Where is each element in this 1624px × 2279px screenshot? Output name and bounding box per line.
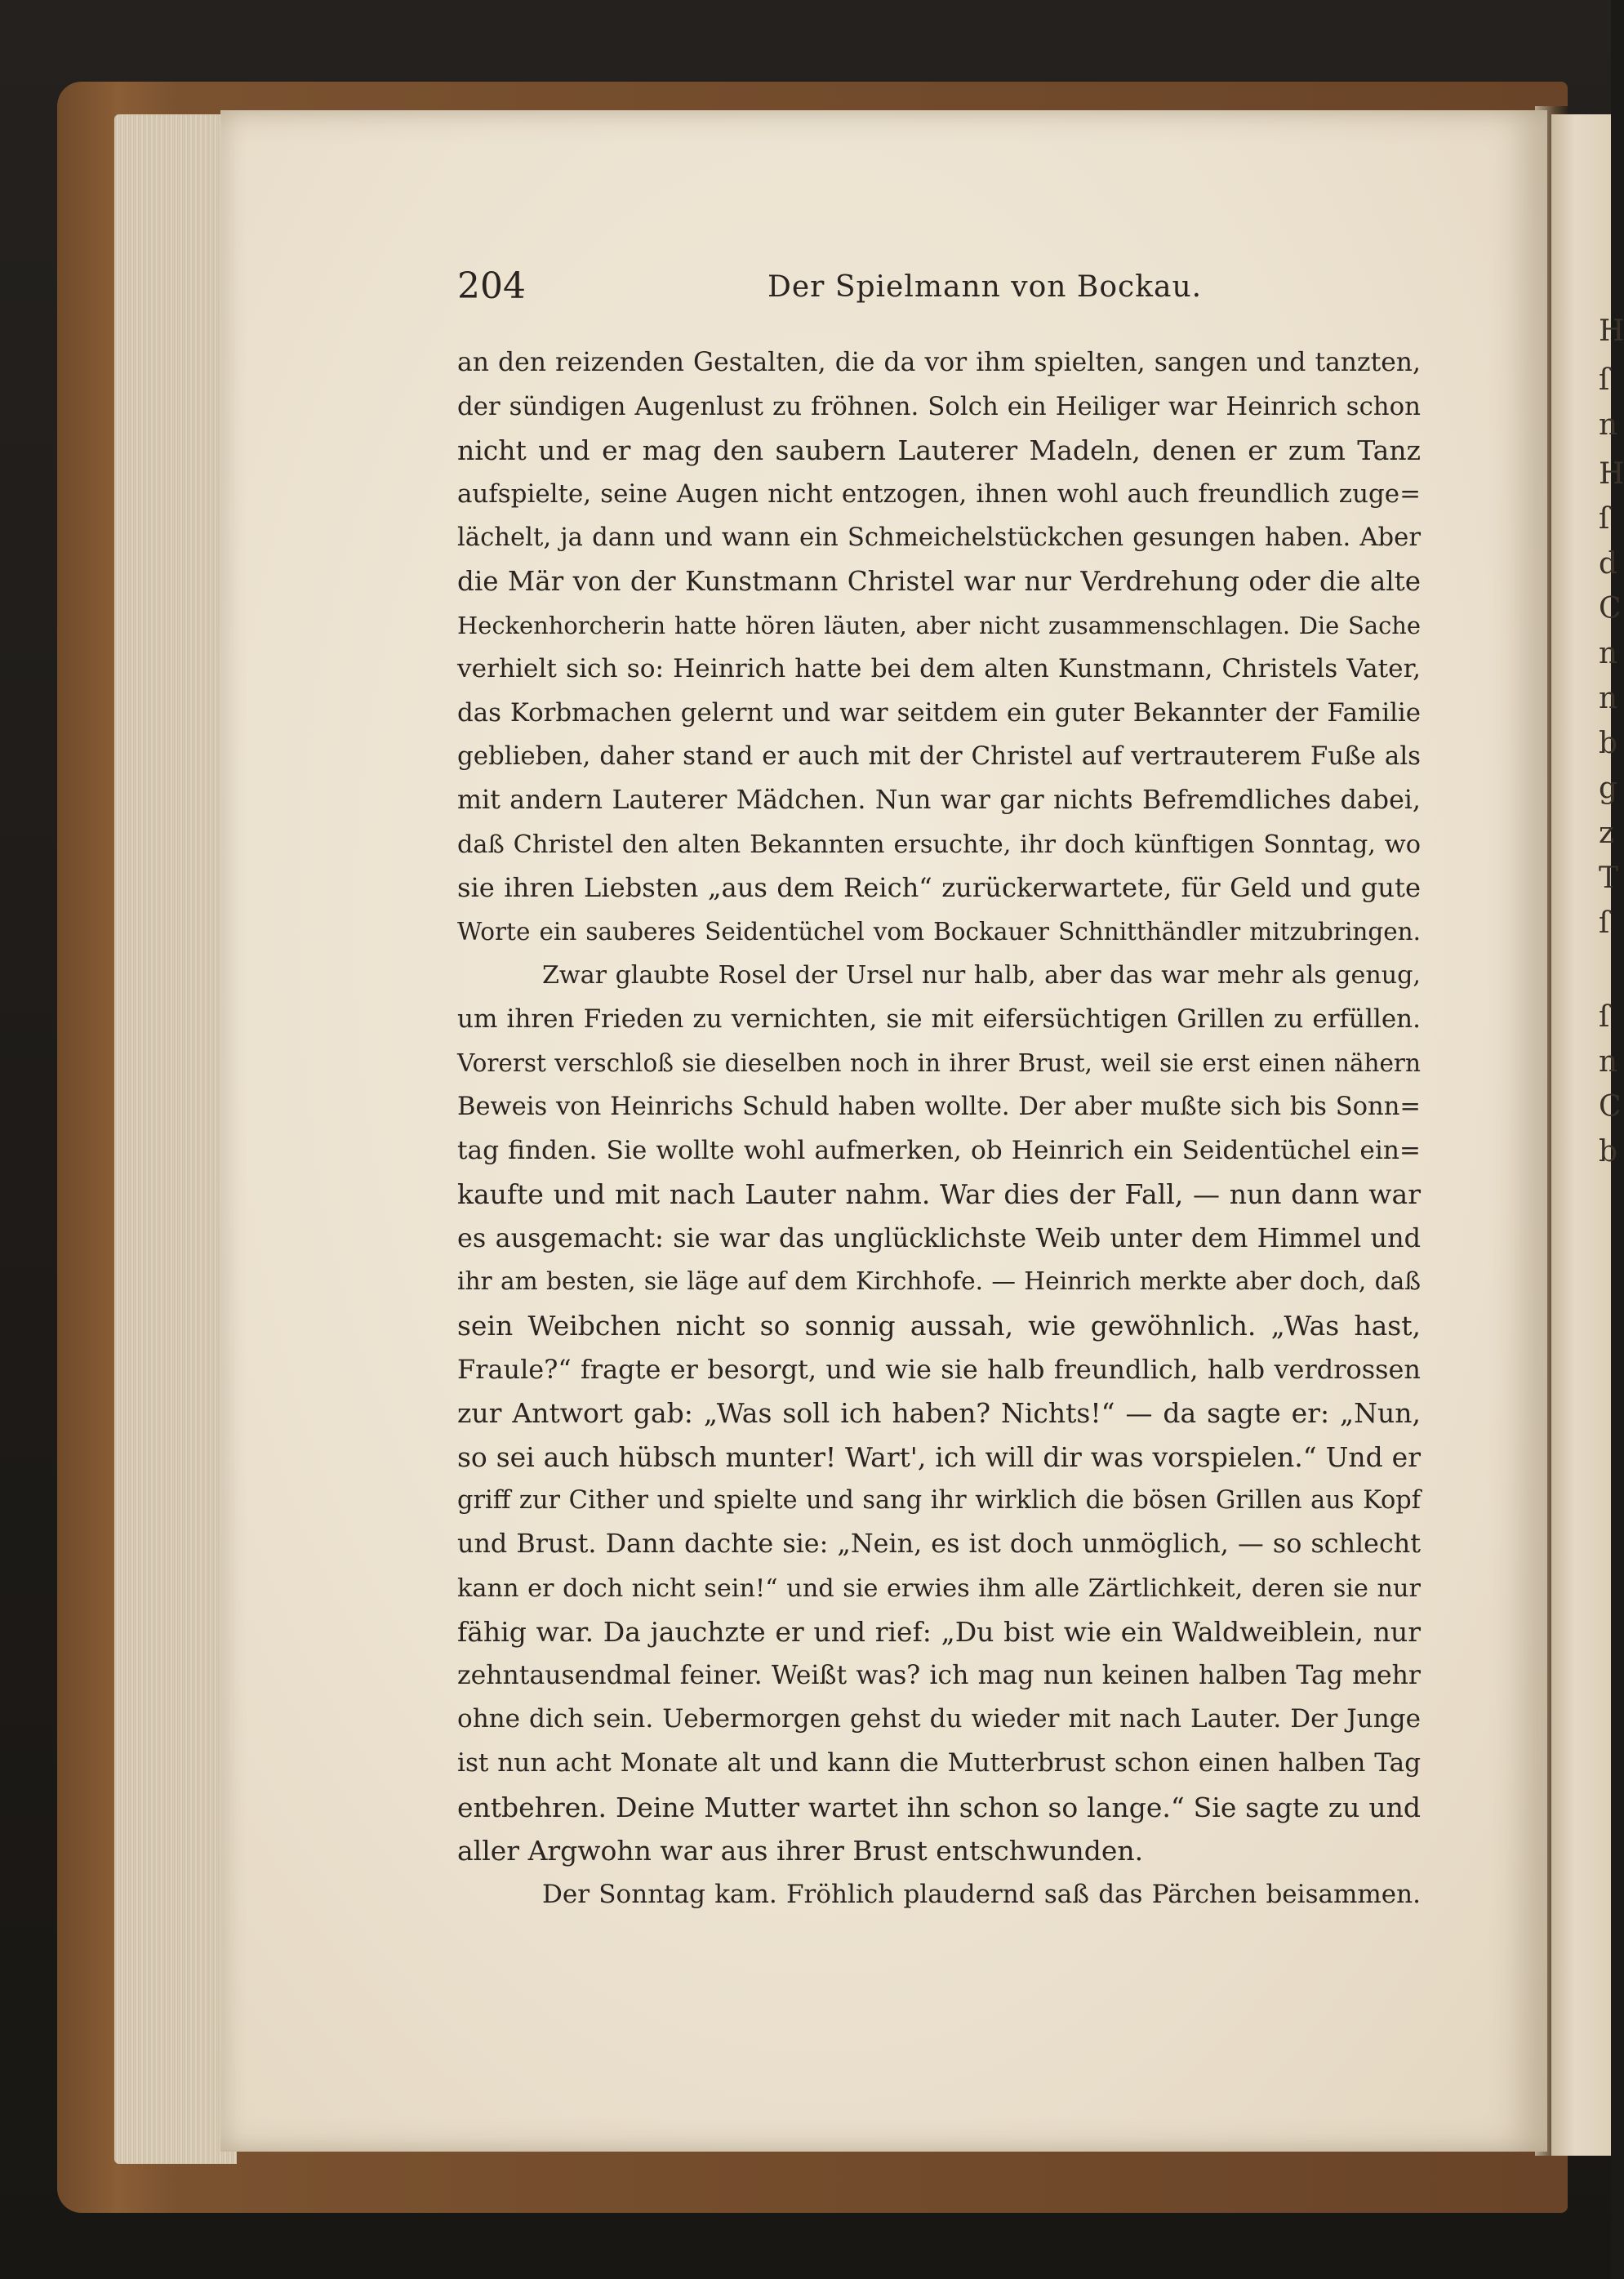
text-line: Worte ein sauberes Seidentüchel vom Bockauer Schnitthändler mitzubringen. xyxy=(457,917,1421,946)
text-line: Vorerst verschloß sie dieselben noch in ihrer Brust, weil sie erst einen nähern xyxy=(457,1048,1421,1077)
facing-page-glyph: C xyxy=(1599,592,1622,625)
facing-page-glyph: H xyxy=(1599,457,1624,491)
facing-page-glyph: b xyxy=(1599,1135,1618,1168)
text-line: und Brust. Dann dachte sie: „Nein, es ist doch unmöglich, — so schlecht xyxy=(457,1529,1421,1560)
facing-page-glyph: T xyxy=(1599,861,1619,895)
facing-page-glyph: ſ xyxy=(1599,502,1610,536)
text-line: Beweis von Heinrichs Schuld haben wollte. Der aber mußte sich bis Sonn= xyxy=(457,1093,1421,1122)
text-line: entbehren. Deine Mutter wartet ihn schon so lange.“ Sie sagte zu und xyxy=(457,1791,1421,1823)
text-line: um ihren Frieden zu vernichten, sie mit eifersüchtigen Grillen zu erfüllen. xyxy=(457,1004,1421,1034)
text-line: an den reizenden Gestalten, die da vor ihm spielten, sangen und tanzten, xyxy=(457,348,1421,377)
text-line: Heckenhorcherin hatte hören läuten, aber nicht zusammenschlagen. Die Sache xyxy=(457,611,1421,639)
page-header xyxy=(457,265,1470,314)
text-line: verhielt sich so: Heinrich hatte bei dem alten Kunstmann, Christels Vater, xyxy=(457,654,1421,684)
facing-page-glyph: n xyxy=(1599,637,1618,670)
text-line: Fraule?“ fragte er besorgt, und wie sie halb freundlich, halb verdrossen xyxy=(457,1353,1421,1385)
text-line: zehntausendmal feiner. Weißt was? ich mag nun keinen halben Tag mehr xyxy=(457,1660,1421,1690)
text-line: daß Christel den alten Bekannten ersuchte, ihr doch künftigen Sonntag, wo xyxy=(457,830,1421,859)
text-line: aufspielte, seine Augen nicht entzogen, ihnen wohl auch freundlich zuge= xyxy=(457,479,1421,509)
text-line: das Korbmachen gelernt und war seitdem ein guter Bekannter der Familie xyxy=(457,697,1421,728)
text-line: griff zur Cither und spielte und sang ihr wirklich die bösen Grillen aus Kopf xyxy=(457,1486,1421,1516)
facing-page-glyph: n xyxy=(1599,1045,1618,1079)
text-line: ist nun acht Monate alt und kann die Mutterbrust schon einen halben Tag xyxy=(457,1748,1421,1778)
text-line: die Mär von der Kunstmann Christel war nur Verdrehung oder die alte xyxy=(457,565,1421,597)
text-line: ohne dich sein. Uebermorgen gehst du wieder mit nach Lauter. Der Junge xyxy=(457,1704,1421,1734)
facing-page-glyph: d xyxy=(1599,547,1618,581)
facing-page-glyph: g xyxy=(1599,772,1618,805)
facing-page-glyph: z xyxy=(1599,817,1614,850)
body-text xyxy=(457,341,1421,1916)
facing-page-glyph: ſ xyxy=(1599,1000,1610,1034)
text-line: Der Sonntag kam. Fröhlich plaudernd saß das Pärchen beisammen. xyxy=(542,1879,1421,1909)
text-line: der sündigen Augenlust zu fröhnen. Solch ein Heiliger war Heinrich schon xyxy=(457,391,1421,421)
facing-page-glyph: b xyxy=(1599,727,1618,760)
facing-page xyxy=(1551,114,1624,2156)
facing-page-glyph: n xyxy=(1599,682,1618,715)
facing-page-glyph: C xyxy=(1599,1090,1622,1124)
text-line: sie ihren Liebsten „aus dem Reich“ zurückerwartete, für Geld und gute xyxy=(457,872,1421,904)
text-line: nicht und er mag den saubern Lauterer Madeln, denen er zum Tanz xyxy=(457,434,1421,467)
text-line: so sei auch hübsch munter! Wart', ich will dir was vorspielen.“ Und er xyxy=(457,1440,1421,1473)
text-line: aller Argwohn war aus ihrer Brust entschwunden. xyxy=(457,1835,1144,1867)
text-line: kann er doch nicht sein!“ und sie erwies ihm alle Zärtlichkeit, deren sie nur xyxy=(457,1573,1421,1603)
text-line: mit andern Lauterer Mädchen. Nun war gar nichts Befremdliches dabei, xyxy=(457,785,1421,815)
text-line: Zwar glaubte Rosel der Ursel nur halb, aber das war mehr als genug, xyxy=(542,961,1421,990)
facing-page-glyph: H xyxy=(1599,314,1624,348)
facing-page-glyph: ſ xyxy=(1599,363,1610,397)
text-line: zur Antwort gab: „Was soll ich haben? Nichts!“ — da sagte er: „Nun, xyxy=(457,1397,1421,1430)
text-line: fähig war. Da jauchzte er und rief: „Du bist wie ein Waldweiblein, nur xyxy=(457,1616,1421,1649)
text-line: es ausgemacht: sie war das unglücklichste Weib unter dem Himmel und xyxy=(457,1222,1421,1253)
text-line: kaufte und mit nach Lauter nahm. War dies der Fall, — nun dann war xyxy=(457,1178,1421,1211)
text-line: ihr am besten, sie läge auf dem Kirchhofe. — Heinrich merkte aber doch, daß xyxy=(457,1267,1421,1296)
text-line: lächelt, ja dann und wann ein Schmeichelstückchen gesungen haben. Aber xyxy=(457,523,1421,553)
text-line: tag finden. Sie wollte wohl aufmerken, ob Heinrich ein Seidentüchel ein= xyxy=(457,1135,1421,1165)
running-title: Der Spielmann von Bockau. xyxy=(768,270,1203,304)
page-edges xyxy=(114,114,237,2164)
text-line: sein Weibchen nicht so sonnig aussah, wie gewöhnlich. „Was hast, xyxy=(457,1310,1421,1342)
text-line: geblieben, daher stand er auch mit der Christel auf vertrauterem Fuße als xyxy=(457,741,1421,772)
page-number: 204 xyxy=(457,265,526,307)
facing-page-glyph: ſ xyxy=(1599,906,1610,940)
facing-page-glyph: n xyxy=(1599,408,1618,442)
